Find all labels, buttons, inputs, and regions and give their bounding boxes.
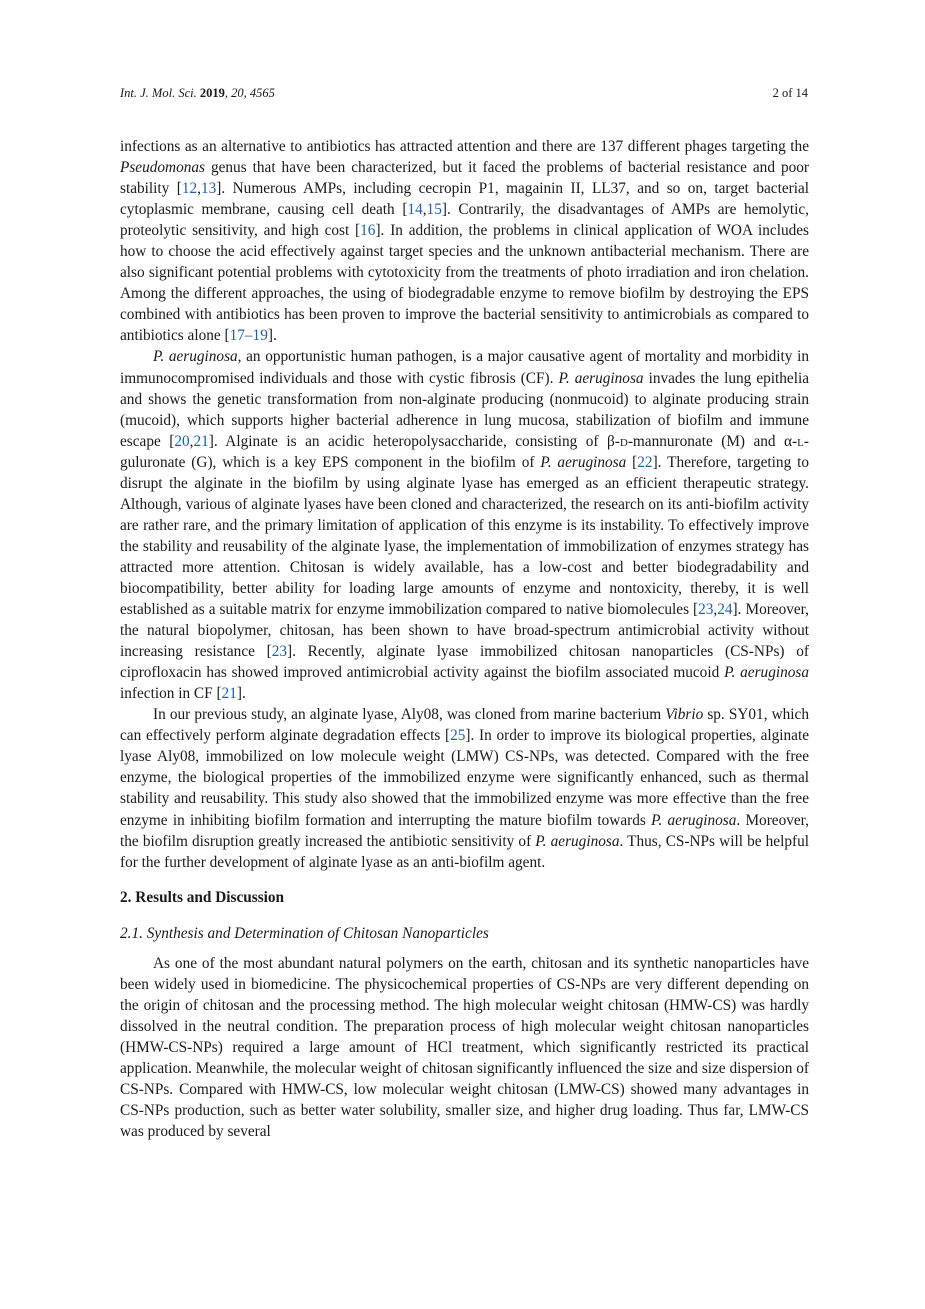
citation-link[interactable]: 21 [193,432,209,450]
citation-link[interactable]: 22 [637,453,653,471]
subsection-heading: 2.1. Synthesis and Determination of Chitosan Nanoparticles [120,924,489,942]
paragraph-2: P. aeruginosa, an opportunistic human pathogen, is a major causative agent of mortality and morbidity in immunocompromised individuals and those with cystic fibrosis (CF). P. aeruginosa invades the lung epithelia and shows the genetic transformation from non-alginate producing (nonmucoid) to alginate producing strain (mucoid), which supports higher bacterial adherence in lung mucosa, stabilization of biofilm and immune escape [20,21]. Alginate is an acidic heteropolysaccharide, consisting of β-d-mannuronate (M) and α-l-guluronate (G), which is a key EPS component in the biofilm of P. aeruginosa [22]. Therefore, targeting to disrupt the alginate in the biofilm by using alginate lyase has emerged as an efficient therapeutic strategy. Although, various of alginate lyases have been cloned and characterized, the research on its anti-biofilm activity are rather rare, and the primary limitation of application of this enzyme is its instability. To effectively improve the stability and reusability of the alginate lyase, the implementation of immobilization of enzymes strategy has attracted more attention. Chitosan is widely available, has a low-cost and better biodegradability and biocompatibility, better ability for loading large amounts of enzyme and nontoxicity, thereby, it is well established as a suitable matrix for enzyme immobilization compared to native biomolecules [23,24]. Moreover, the natural biopolymer, chitosan, has been shown to have broad-spectrum antimicrobial activity without increasing resistance [23]. Recently, alginate lyase immobilized chitosan nanoparticles (CS-NPs) of ciprofloxacin has showed improved antimicrobial activity against the biofilm associated mucoid P. aeruginosa infection in CF [21]. [120,348,810,703]
citation-link[interactable]: 25 [450,727,466,745]
citation-link[interactable]: 13 [200,180,217,198]
article-body [120,136,809,1142]
paragraph-4: As one of the most abundant natural polymers on the earth, chitosan and its synthetic nanoparticles have been widely used in biomedicine. The physicochemical properties of CS-NPs are very different depending on the origin of chitosan and the processing method. The high molecular weight chitosan (HMW-CS) was hardly dissolved in the neutral condition. The preparation process of high molecular weight chitosan nanoparticles (HMW-CS-NPs) required a large amount of HCl treatment, which significantly restricted its practical application. Meanwhile, the molecular weight of chitosan significantly influenced the size and size dispersion of CS-NPs. Compared with HMW-CS, low molecular weight chitosan (LMW-CS) showed many advantages in CS-NPs production, such as better water solubility, smaller size, and higher drug loading. Thus far, LMW-CS was produced by several [120,954,809,1141]
running-header [120,86,808,101]
paragraph-3: In our previous study, an alginate lyase, Aly08, was cloned from marine bacterium Vibrio sp. SY01, which can effectively perform alginate degradation effects [25]. In order to improve its biological properties, alginate lyase Aly08, immobilized on low molecule weight (LMW) CS-NPs, was detected. Compared with the free enzyme, the biological properties of the immobilized enzyme were significantly enhanced, such as thermal stability and reusability. This study also showed that the immobilized enzyme was more effective than the free enzyme in inhibiting biofilm formation and interrupting the mature biofilm towards P. aeruginosa. Moreover, the biofilm disruption greatly increased the antibiotic sensitivity of P. aeruginosa. Thus, CS-NPs will be helpful for the further development of alginate lyase as an anti-biofilm agent. [120,706,809,871]
page-number: 2 of 14 [772,86,808,100]
citation-link[interactable]: 24 [717,601,733,619]
section-heading: 2. Results and Discussion [120,888,285,906]
citation-link[interactable]: 21 [221,685,237,703]
citation-link[interactable]: 23 [698,601,714,619]
journal-name: Int. J. Mol. Sci. [120,86,197,100]
citation-link[interactable]: 17–19 [229,327,268,345]
citation-link[interactable]: 20 [174,432,190,450]
citation-link[interactable]: 23 [271,643,288,661]
journal-volume: , 20, 4565 [224,86,275,100]
citation-link[interactable]: 16 [360,222,376,240]
citation-link[interactable]: 15 [426,201,442,219]
citation-link[interactable]: 12 [181,180,198,198]
journal-year: 2019 [199,86,225,100]
citation-link[interactable]: 14 [407,201,423,219]
paragraph-1: infections as an alternative to antibiotics has attracted attention and there are 137 different phages targeting the Pseudomonas genus that have been characterized, but it faced the problems of bacterial resistance and poor stability [12,13]. Numerous AMPs, including cecropin P1, magainin II, LL37, and so on, target bacterial cytoplasmic membrane, causing cell death [14,15]. Contrarily, the disadvantages of AMPs are hemolytic, proteolytic sensitivity, and high cost [16]. In addition, the problems in clinical application of WOA includes how to choose the acid effectively against target species and the unknown antibacterial mechanism. There are also significant potential problems with cytotoxicity from the treatments of photo irradiation and iron chelation. Among the different approaches, the using of biodegradable enzyme to remove biofilm by destroying the EPS combined with antibiotics has been proven to improve the bacterial sensitivity to antimicrobials as compared to antibiotics alone [17–19]. [120,138,809,345]
